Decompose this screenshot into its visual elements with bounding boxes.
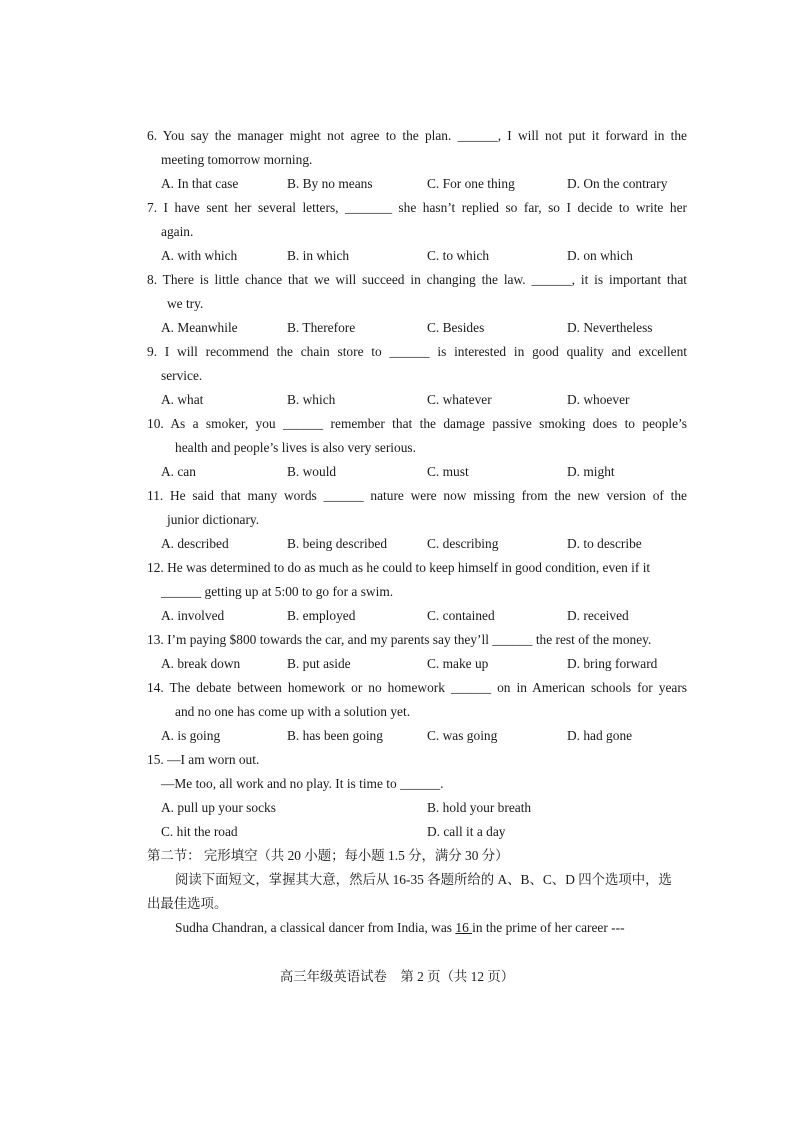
passage-text-before: Sudha Chandran, a classical dancer from India, was: [175, 920, 456, 935]
question-13-option-c: C. make up: [427, 656, 489, 671]
question-10-line-1: 10. As a smoker, you ______ remember that the damage passive smoking does to people’s: [147, 416, 687, 431]
page-footer: 高三年级英语试卷 第 2 页（共 12 页）: [279, 969, 515, 984]
question-12-option-b: B. employed: [287, 608, 356, 623]
question-11-option-b: B. being described: [287, 536, 388, 551]
question-8-line-1: 8. There is little chance that we will succeed in changing the law. ______, it is important that: [147, 272, 687, 287]
question-15-option-d: D. call it a day: [427, 824, 506, 839]
question-9-line-2: service.: [161, 368, 203, 383]
question-12-option-c: C. contained: [427, 608, 495, 623]
question-9-option-b: B. which: [287, 392, 336, 407]
question-8-line-2: we try.: [167, 296, 204, 311]
question-12-line-2: ______ getting up at 5:00 to go for a swim.: [161, 584, 394, 599]
section-instruction-line-1: 阅读下面短文，掌握其大意，然后从 16-35 各题所给的 A、B、C、D 四个选项中，选: [175, 872, 672, 887]
question-14-option-d: D. had gone: [567, 728, 633, 743]
question-10-option-d: D. might: [567, 464, 615, 479]
question-9-option-a: A. what: [161, 392, 204, 407]
question-12-option-a: A. involved: [161, 608, 225, 623]
question-14-option-b: B. has been going: [287, 728, 383, 743]
question-13-option-a: A. break down: [161, 656, 241, 671]
section-instruction-line-2: 出最佳选项。: [147, 896, 228, 911]
question-7-line-1: 7. I have sent her several letters, _______ she hasn’t replied so far, so I decide to write her: [147, 200, 687, 215]
question-11-line-1: 11. He said that many words ______ nature were now missing from the new version of the: [147, 488, 687, 503]
question-7-line-2: again.: [161, 224, 194, 239]
question-11-line-2: junior dictionary.: [167, 512, 260, 527]
question-15-option-b: B. hold your breath: [427, 800, 532, 815]
question-6-option-b: B. By no means: [287, 176, 373, 191]
question-10-line-2: health and people’s lives is also very serious.: [175, 440, 416, 455]
question-13-line-1: 13. I’m paying $800 towards the car, and my parents say they’ll ______ the rest of the money.: [147, 632, 652, 647]
question-8-option-a: A. Meanwhile: [161, 320, 238, 335]
question-6-option-a: A. In that case: [161, 176, 239, 191]
section-heading: 第二节： 完形填空（共 20 小题；每小题 1.5 分，满分 30 分）: [147, 848, 509, 863]
question-11-option-c: C. describing: [427, 536, 499, 551]
question-8-option-d: D. Nevertheless: [567, 320, 653, 335]
question-6-line-1: 6. You say the manager might not agree to the plan. ______, I will not put it forward in the: [147, 128, 687, 143]
question-15-option-c: C. hit the road: [161, 824, 238, 839]
question-12-option-d: D. received: [567, 608, 629, 623]
question-7-option-b: B. in which: [287, 248, 350, 263]
question-13-option-d: D. bring forward: [567, 656, 658, 671]
question-7-option-a: A. with which: [161, 248, 238, 263]
question-8-option-c: C. Besides: [427, 320, 485, 335]
passage-first-line: [175, 921, 625, 934]
question-11-option-a: A. described: [161, 536, 229, 551]
question-7-option-c: C. to which: [427, 248, 490, 263]
question-6-option-c: C. For one thing: [427, 176, 515, 191]
question-11-option-d: D. to describe: [567, 536, 642, 551]
passage-blank-16: 16: [455, 920, 473, 935]
question-14-line-2: and no one has come up with a solution yet.: [175, 704, 411, 719]
question-9-option-d: D. whoever: [567, 392, 630, 407]
question-10-option-c: C. must: [427, 464, 469, 479]
question-9-line-1: 9. I will recommend the chain store to ______ is interested in good quality and excellent: [147, 344, 687, 359]
question-7-option-d: D. on which: [567, 248, 633, 263]
passage-text-after: in the prime of her career ---: [472, 920, 625, 935]
question-15-line-2: —Me too, all work and no play. It is time to ______.: [161, 776, 444, 791]
question-12-line-1: 12. He was determined to do as much as he could to keep himself in good condition, even if it: [147, 560, 651, 575]
question-9-option-c: C. whatever: [427, 392, 492, 407]
question-6-option-d: D. On the contrary: [567, 176, 668, 191]
question-14-option-c: C. was going: [427, 728, 498, 743]
question-15-line-1: 15. —I am worn out.: [147, 752, 260, 767]
question-10-option-a: A. can: [161, 464, 196, 479]
question-15-option-a: A. pull up your socks: [161, 800, 276, 815]
question-10-option-b: B. would: [287, 464, 337, 479]
question-6-line-2: meeting tomorrow morning.: [161, 152, 313, 167]
question-14-line-1: 14. The debate between homework or no homework ______ on in American schools for years: [147, 680, 687, 695]
question-14-option-a: A. is going: [161, 728, 221, 743]
question-13-option-b: B. put aside: [287, 656, 351, 671]
question-8-option-b: B. Therefore: [287, 320, 356, 335]
